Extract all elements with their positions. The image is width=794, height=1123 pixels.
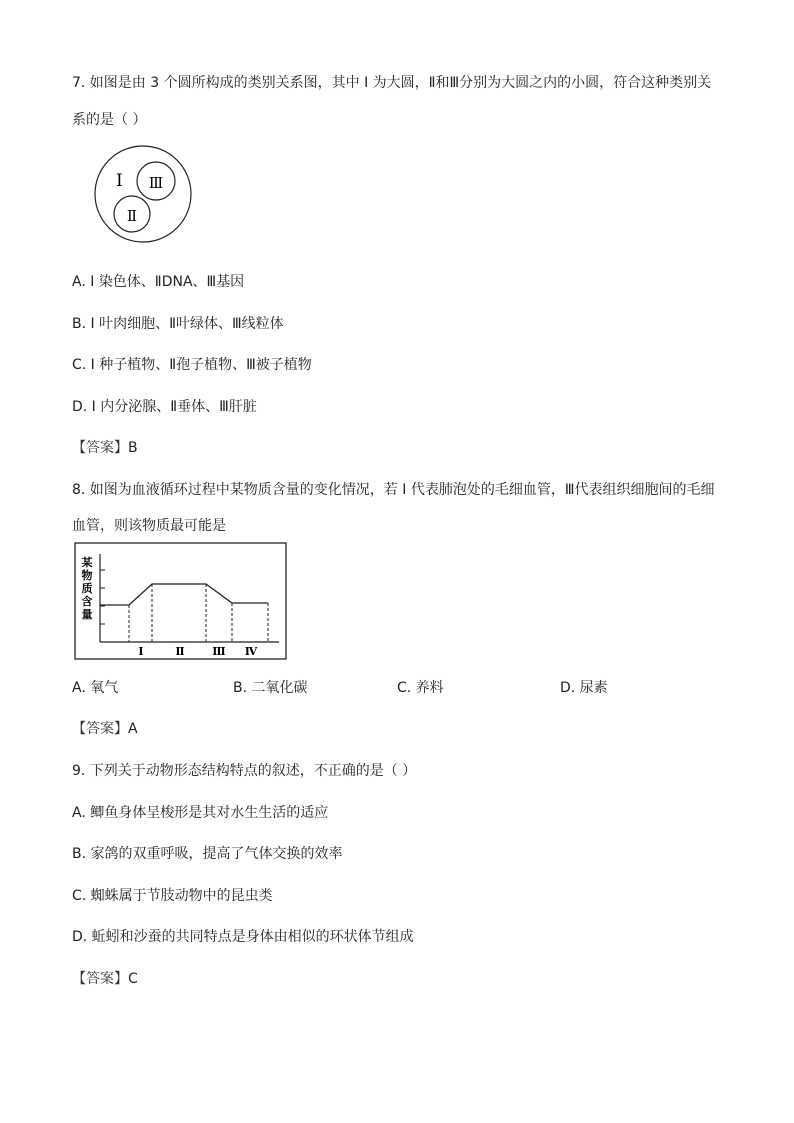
- q7-option-a: A. I 染色体、ⅡDNA、Ⅲ基因: [72, 274, 245, 290]
- q7-option-b: B. I 叶肉细胞、Ⅱ叶绿体、Ⅲ线粒体: [72, 316, 284, 332]
- answer-label: 【答案】: [72, 440, 128, 456]
- q8-option-c: C. 养料: [397, 680, 444, 696]
- ylabel-char-1: 某: [81, 556, 93, 569]
- q9-stem: 9. 下列关于动物形态结构特点的叙述，不正确的是（ ）: [72, 763, 417, 779]
- ylabel-char-4: 含: [81, 595, 93, 608]
- q8-option-d: D. 尿素: [560, 680, 608, 696]
- answer-value: A: [128, 721, 138, 737]
- q8-stem-line2: 血管，则该物质最可能是: [72, 518, 226, 534]
- q9-option-a: A. 鲫鱼身体呈梭形是其对水生生活的适应: [72, 805, 329, 821]
- q9-option-c: C. 蜘蛛属于节肢动物中的昆虫类: [72, 888, 273, 904]
- content-curve: [100, 584, 268, 605]
- xlabel-4: Ⅳ: [244, 645, 258, 658]
- ylabel-char-2: 物: [81, 569, 93, 582]
- q7-stem-line1: 7. 如图是由 3 个圆所构成的类别关系图，其中 I 为大圆，Ⅱ和Ⅲ分别为大圆之内的小圆，符合这种类别关: [72, 75, 712, 91]
- q7-option-c: C. I 种子植物、Ⅱ孢子植物、Ⅲ被子植物: [72, 357, 312, 373]
- ylabel-char-5: 量: [81, 608, 93, 621]
- q8-option-b: B. 二氧化碳: [233, 680, 308, 696]
- q7-venn-diagram: [92, 144, 196, 248]
- q9-answer: [72, 968, 138, 988]
- xlabel-1: Ⅰ: [138, 645, 144, 658]
- label-big: Ⅰ: [116, 171, 123, 191]
- q7-stem-line2: 系的是（ ）: [72, 112, 147, 128]
- q8-stem-line1: 8. 如图为血液循环过程中某物质含量的变化情况，若 I 代表肺泡处的毛细血管，Ⅲ代表组织细胞间的毛细: [72, 482, 715, 498]
- label-small-b: Ⅱ: [126, 207, 138, 225]
- q9-option-b: B. 家鸽的双重呼吸，提高了气体交换的效率: [72, 846, 343, 862]
- q9-option-d: D. 蚯蚓和沙蚕的共同特点是身体由相似的环状体节组成: [72, 929, 414, 945]
- label-small-a: Ⅲ: [148, 174, 164, 192]
- q7-answer: [72, 437, 138, 457]
- answer-label: 【答案】: [72, 971, 128, 987]
- q8-option-a: A. 氧气: [72, 680, 119, 696]
- q7-option-d: D. I 内分泌腺、Ⅱ垂体、Ⅲ肝脏: [72, 399, 257, 415]
- answer-value: B: [128, 440, 138, 456]
- xlabel-2: Ⅱ: [175, 645, 185, 658]
- q8-answer: [72, 718, 138, 738]
- q8-line-graph: [74, 542, 288, 662]
- xlabel-3: Ⅲ: [212, 645, 226, 658]
- ylabel-char-3: 质: [81, 582, 93, 595]
- answer-label: 【答案】: [72, 721, 128, 737]
- answer-value: C: [128, 971, 138, 987]
